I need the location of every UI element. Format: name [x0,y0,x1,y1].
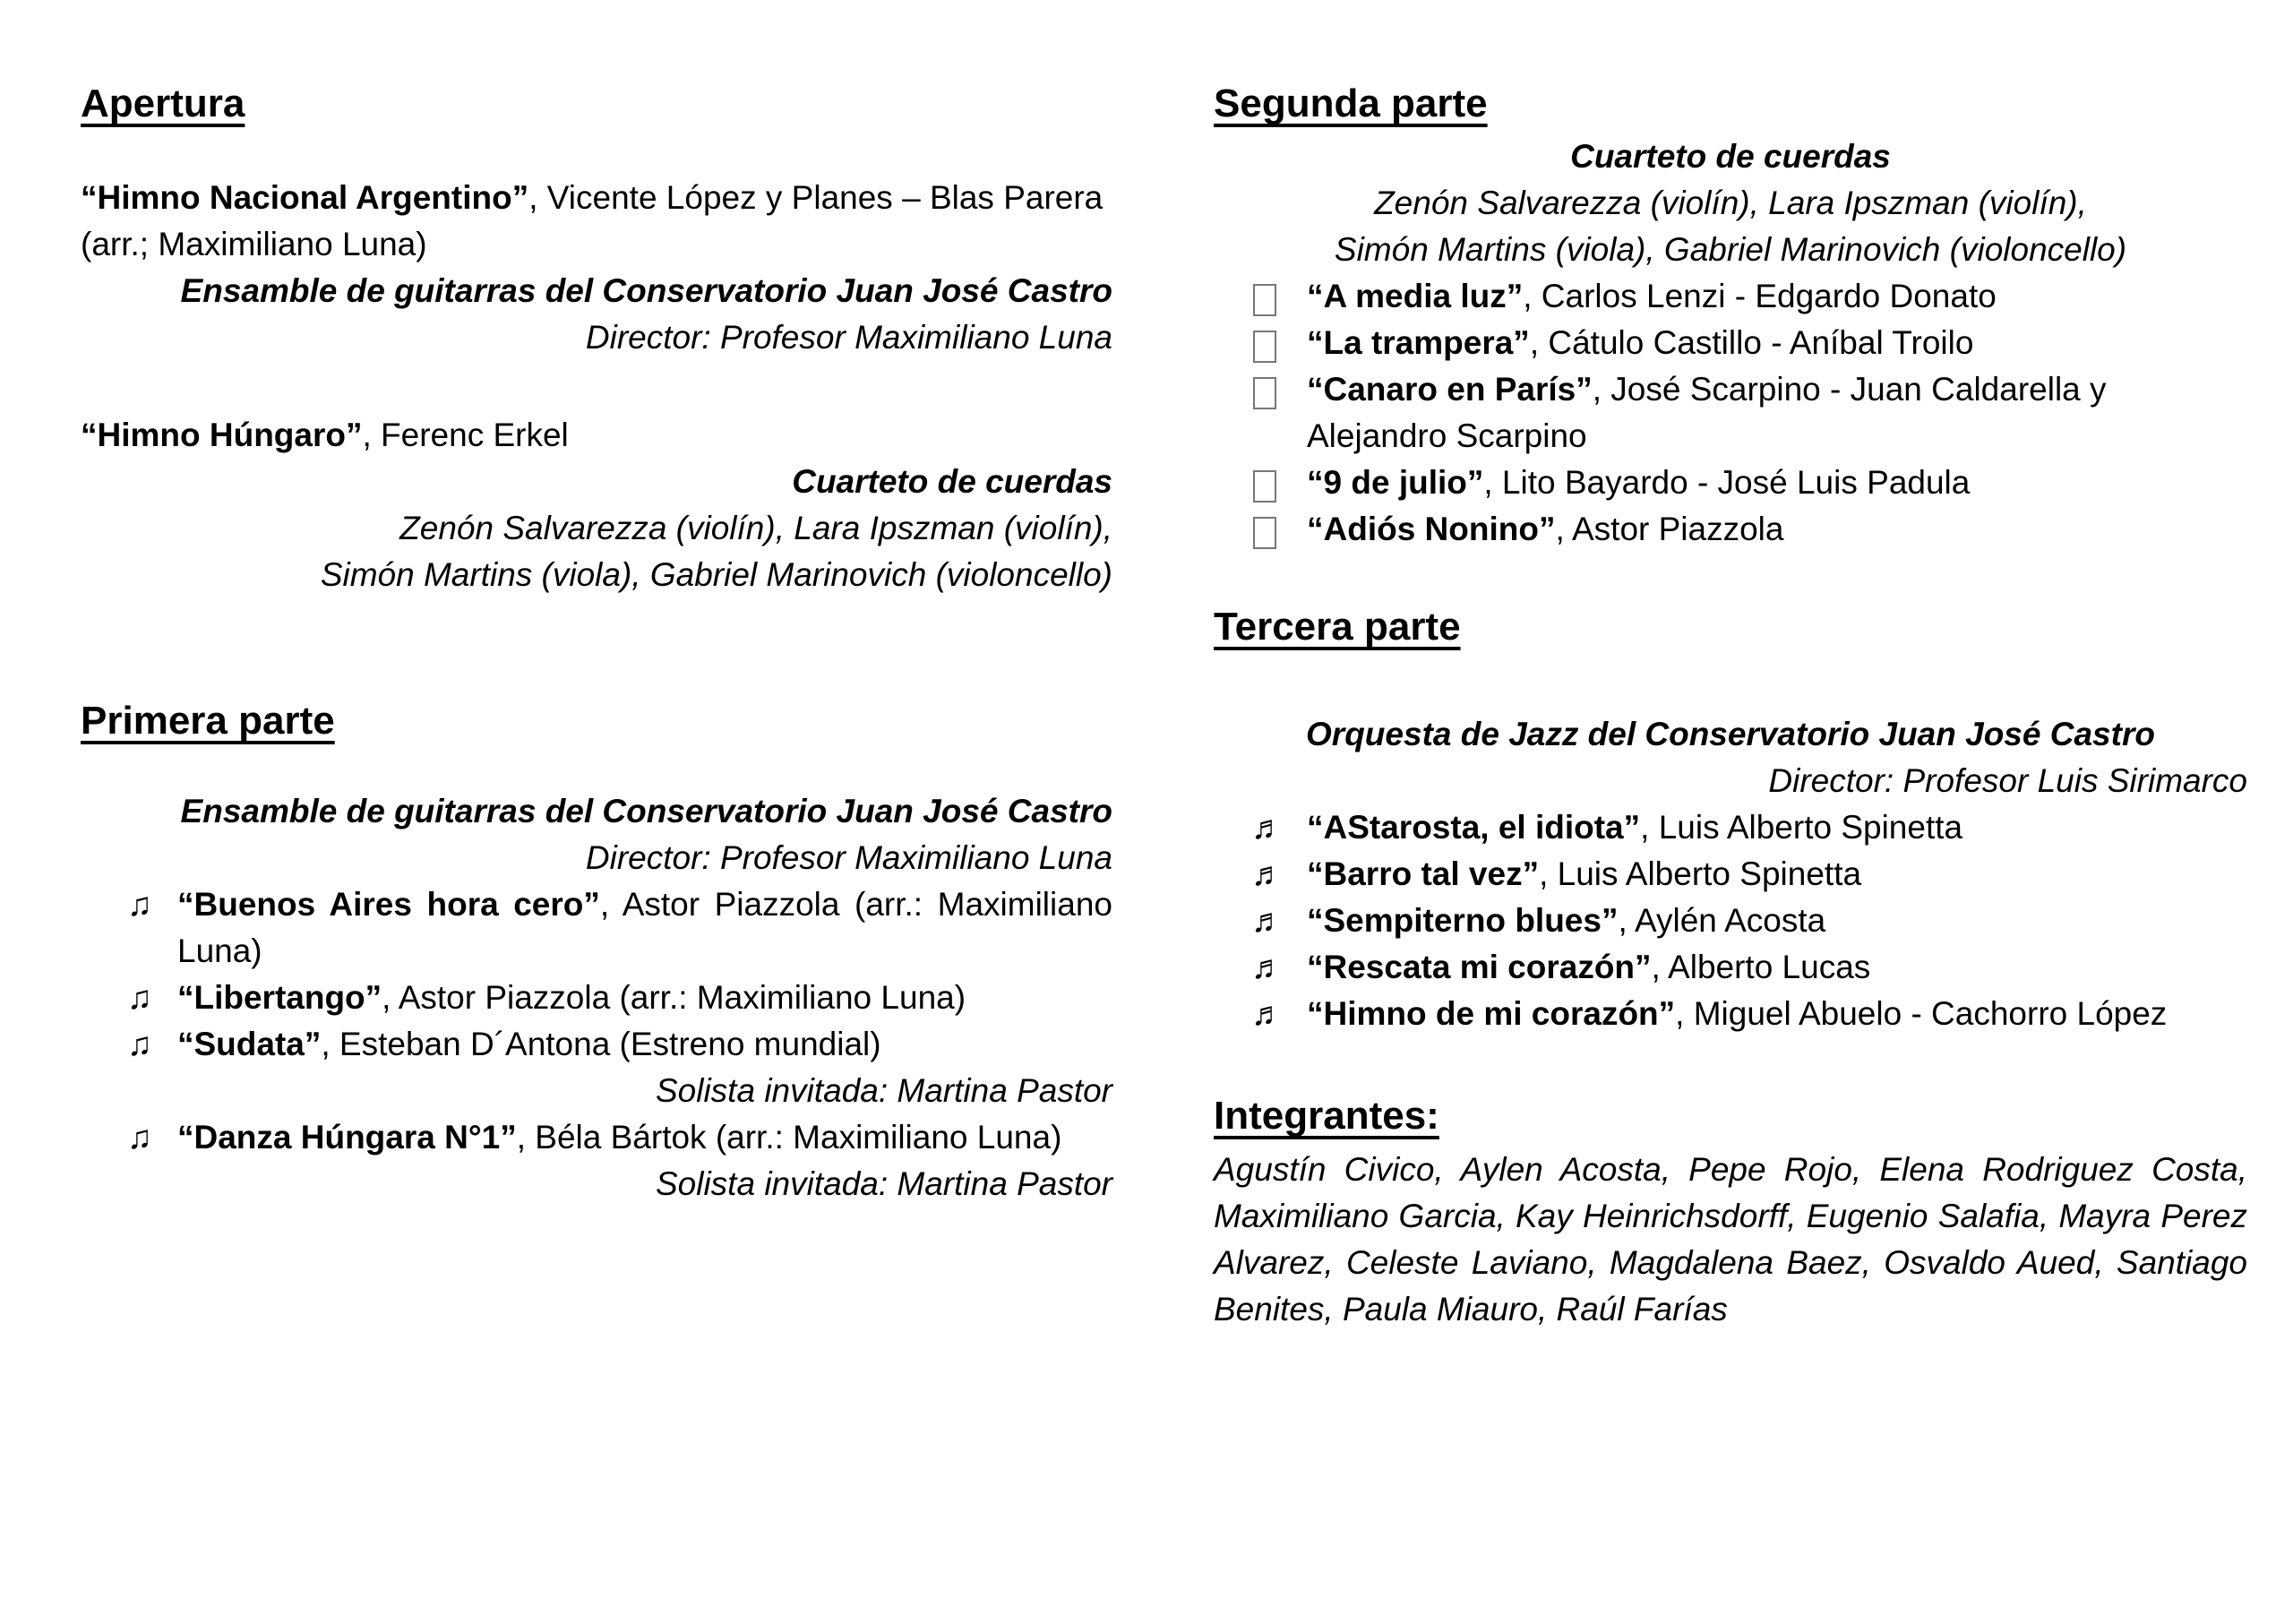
section-heading-tercera-parte [1214,602,2247,651]
song-authors: , Cátulo Castillo - Aníbal Troilo [1529,324,1974,361]
song-authors: , Esteban D´Antona (Estreno mundial) [321,1026,881,1062]
segunda-quartet-block [1214,133,2247,273]
song-authors: , Astor Piazzola (arr.: Maximiliano Luna) [177,886,1112,969]
song-item [1214,320,2247,366]
song-authors: , Luis Alberto Spinetta [1640,809,1963,846]
director-credit-line: Director: Profesor Maximiliano Luna [585,839,1112,876]
apertura-heading-text: Apertura [81,82,245,125]
quartet-players-line-1: Zenón Salvarezza (violín), Lara Ipszman (violín), [399,510,1112,546]
song-title: “Libertango” [177,979,382,1016]
song-title: “Rescata mi corazón” [1307,949,1652,985]
song-title: “Himno de mi corazón” [1307,995,1676,1032]
ensemble-credit-line: Ensamble de guitarras del Conservatorio Juan José Castro [180,272,1112,309]
song-title: “Buenos Aires hora cero” [177,886,600,923]
section-heading-segunda-parte [1214,79,2247,128]
song-item [1214,273,2247,320]
song-item [81,1021,1112,1068]
eighth-notes-icon: ♫ [127,1119,152,1156]
quartet-players-line-1: Zenón Salvarezza (violín), Lara Ipszman (violín), [1374,185,2087,221]
song-authors: , José Scarpino - Juan Caldarella y Alejandro Scarpino [1307,371,2107,454]
sixteenth-notes-icon: ♬ [1251,855,1284,892]
primera-heading-text: Primera parte [81,699,335,743]
section-heading-primera-parte [81,696,1112,745]
sixteenth-notes-icon: ♬ [1251,995,1284,1032]
song-title: “Sudata” [177,1026,322,1062]
song-item [1214,506,2247,553]
tercera-song-list [1214,804,2247,1037]
sixteenth-notes-icon: ♬ [1251,949,1284,985]
song-item [81,1114,1112,1161]
song-item [1214,366,2247,460]
song-authors: , Alberto Lucas [1651,949,1871,985]
song-item [81,975,1112,1021]
song-item [1214,460,2247,506]
section-heading-integrantes [1214,1091,2247,1140]
work-authors: , Ferenc Erkel [362,417,569,453]
song-authors: , Astor Piazzola [1555,511,1784,547]
missing-glyph-bullet-icon [1253,517,1276,549]
song-item [1214,851,2247,898]
song-title: “9 de julio” [1307,464,1484,501]
song-authors: , Carlos Lenzi - Edgardo Donato [1523,278,1997,314]
song-authors: , Astor Piazzola (arr.: Maximiliano Luna) [382,979,966,1016]
integrantes-members-paragraph: Agustín Civico, Aylen Acosta, Pepe Rojo, Elena Rodriguez Costa, Maximiliano Garcia, Kay Heinrichsdorff, Eugenio Salafia, Mayra Perez Alvarez, Celeste Laviano, Magdalena Baez, Osvaldo Aued, Santiago Benites, Paula Miauro, Raúl Farías [1214,1151,2247,1328]
song-authors: , Miguel Abuelo - Cachorro López [1675,995,2168,1032]
eighth-notes-icon: ♫ [127,979,152,1016]
work-authors: , Vicente López y Planes – Blas Parera (arr.; Maximiliano Luna) [81,179,1104,262]
quartet-title-line: Cuarteto de cuerdas [792,463,1112,500]
eighth-notes-icon: ♫ [127,886,152,923]
quartet-players-line-2: Simón Martins (viola), Gabriel Marinovich (violoncello) [320,556,1112,593]
missing-glyph-bullet-icon [1253,470,1276,503]
song-title: “Canaro en París” [1307,371,1593,408]
primera-ensemble-block [81,788,1112,881]
section-heading-apertura [81,79,1112,128]
song-title: “AStarosta, el idiota” [1307,809,1641,846]
quartet-players-line-2: Simón Martins (viola), Gabriel Marinovich (violoncello) [1334,231,2127,268]
song-item [1214,804,2247,851]
sixteenth-notes-icon: ♬ [1251,902,1284,939]
director-credit-line: Director: Profesor Maximiliano Luna [585,319,1112,356]
quartet-title-line: Cuarteto de cuerdas [1570,138,1891,175]
work-line [81,175,1112,268]
work-line [81,412,1112,459]
song-authors: , Lito Bayardo - José Luis Padula [1483,464,1971,501]
song-title: “Barro tal vez” [1307,855,1540,892]
song-authors: , Luis Alberto Spinetta [1539,855,1862,892]
song-authors: , Aylén Acosta [1618,902,1826,939]
director-credit-line: Director: Profesor Luis Sirimarco [1768,762,2247,799]
soloist-credit-line: Solista invitada: Martina Pastor [655,1165,1112,1202]
missing-glyph-bullet-icon [1253,377,1276,409]
work-title: “Himno Nacional Argentino” [81,179,529,216]
orchestra-credit-line: Orquesta de Jazz del Conservatorio Juan José Castro [1306,716,2155,752]
sixteenth-notes-icon: ♬ [1251,809,1284,846]
song-title: “Danza Húngara N°1” [177,1119,517,1156]
integrantes-heading-text: Integrantes: [1214,1094,1439,1138]
work-title: “Himno Húngaro” [81,417,363,453]
eighth-notes-icon: ♫ [127,1026,152,1062]
song-authors: , Béla Bártok (arr.: Maximiliano Luna) [516,1119,1062,1156]
song-item [81,881,1112,975]
song-title: “A media luz” [1307,278,1524,314]
left-column [81,0,1112,1207]
missing-glyph-bullet-icon [1253,331,1276,363]
segunda-song-list [1214,273,2247,553]
song-title: “La trampera” [1307,324,1530,361]
segunda-heading-text: Segunda parte [1214,82,1488,125]
song-item [1214,944,2247,991]
song-item [1214,898,2247,944]
apertura-work-himno-hungaro [81,412,1112,598]
right-column [1214,0,2247,1333]
apertura-work-himno-nacional [81,175,1112,361]
song-title: “Sempiterno blues” [1307,902,1619,939]
soloist-credit-line: Solista invitada: Martina Pastor [655,1072,1112,1109]
tercera-heading-text: Tercera parte [1214,605,1461,649]
song-item [1214,991,2247,1037]
song-title: “Adiós Nonino” [1307,511,1556,547]
ensemble-credit-line: Ensamble de guitarras del Conservatorio Juan José Castro [180,793,1112,829]
primera-song-list [81,881,1112,1207]
tercera-orchestra-block [1214,711,2247,804]
missing-glyph-bullet-icon [1253,284,1276,316]
